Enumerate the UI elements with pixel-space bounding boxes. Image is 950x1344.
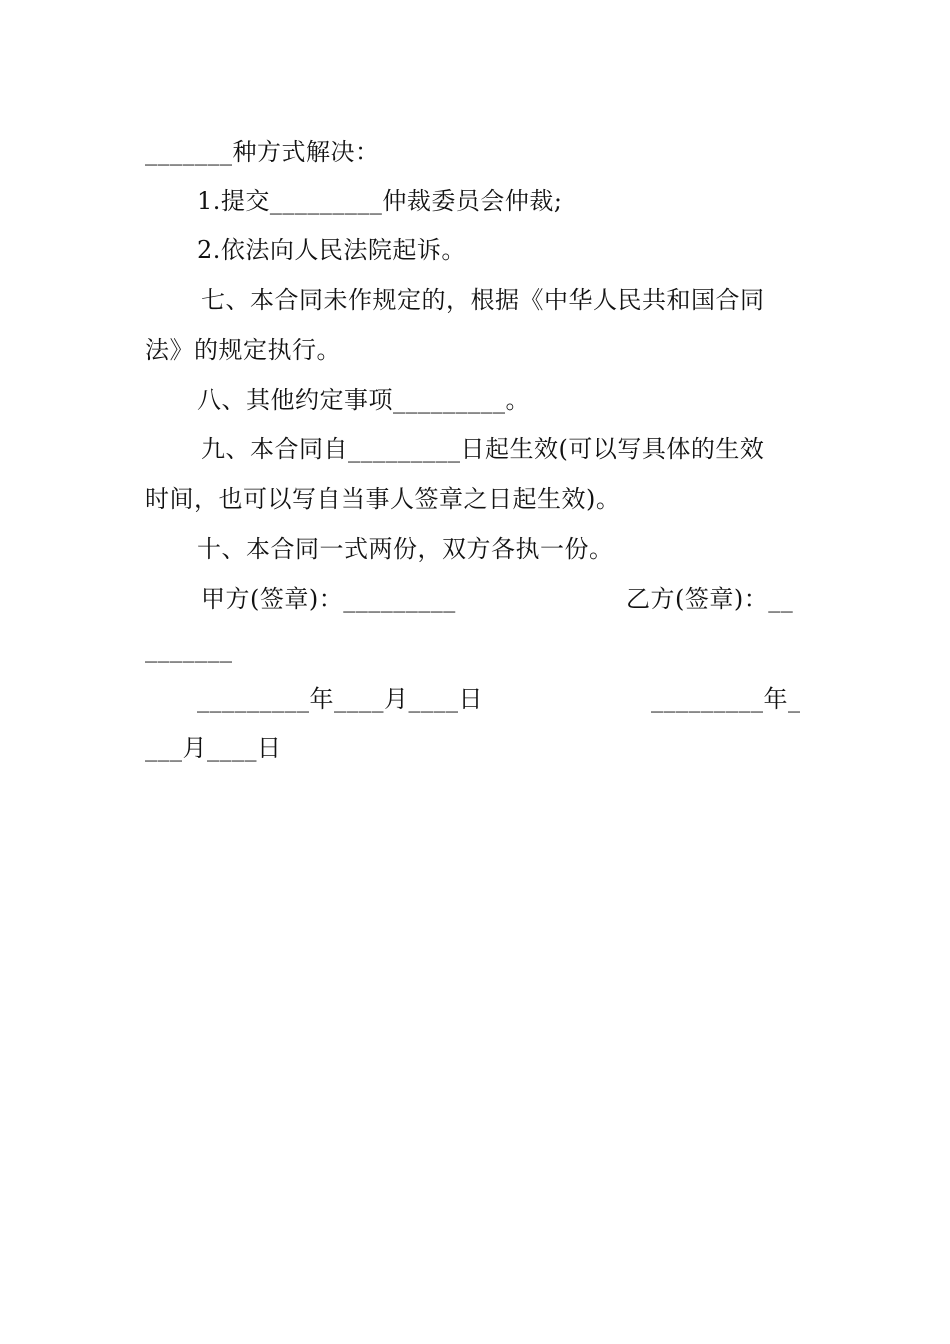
text-line-clause-ten: 十、本合同一式两份，双方各执一份。 xyxy=(197,535,614,563)
party-b-date: _________年_ xyxy=(651,685,801,713)
party-a-date: _________年____月____日 xyxy=(197,685,483,713)
text-line-clause-eight: 八、其他约定事项_________。 xyxy=(197,386,530,414)
text-line-arbitration: 1.提交_________仲裁委员会仲裁; xyxy=(197,187,563,215)
party-b-date-cont: ___月____日 xyxy=(145,734,282,762)
text-line-dispute-method: _______种方式解决： xyxy=(145,138,380,166)
text-line-clause-seven-cont: 法》的规定执行。 xyxy=(145,336,341,364)
date-row xyxy=(197,684,810,714)
signature-row xyxy=(201,584,810,614)
text-line-clause-seven: 七、本合同未作规定的，根据《中华人民共和国合同 xyxy=(201,286,765,314)
party-a-signature: 甲方(签章)：_________ xyxy=(201,585,456,613)
party-b-signature: 乙方(签章)：__ xyxy=(626,585,794,613)
party-b-signature-cont: _______ xyxy=(145,635,233,663)
text-line-litigation: 2.依法向人民法院起诉。 xyxy=(197,236,466,264)
text-line-clause-nine-cont: 时间，也可以写自当事人签章之日起生效)。 xyxy=(145,485,621,513)
text-line-clause-nine: 九、本合同自_________日起生效(可以写具体的生效 xyxy=(201,435,765,463)
